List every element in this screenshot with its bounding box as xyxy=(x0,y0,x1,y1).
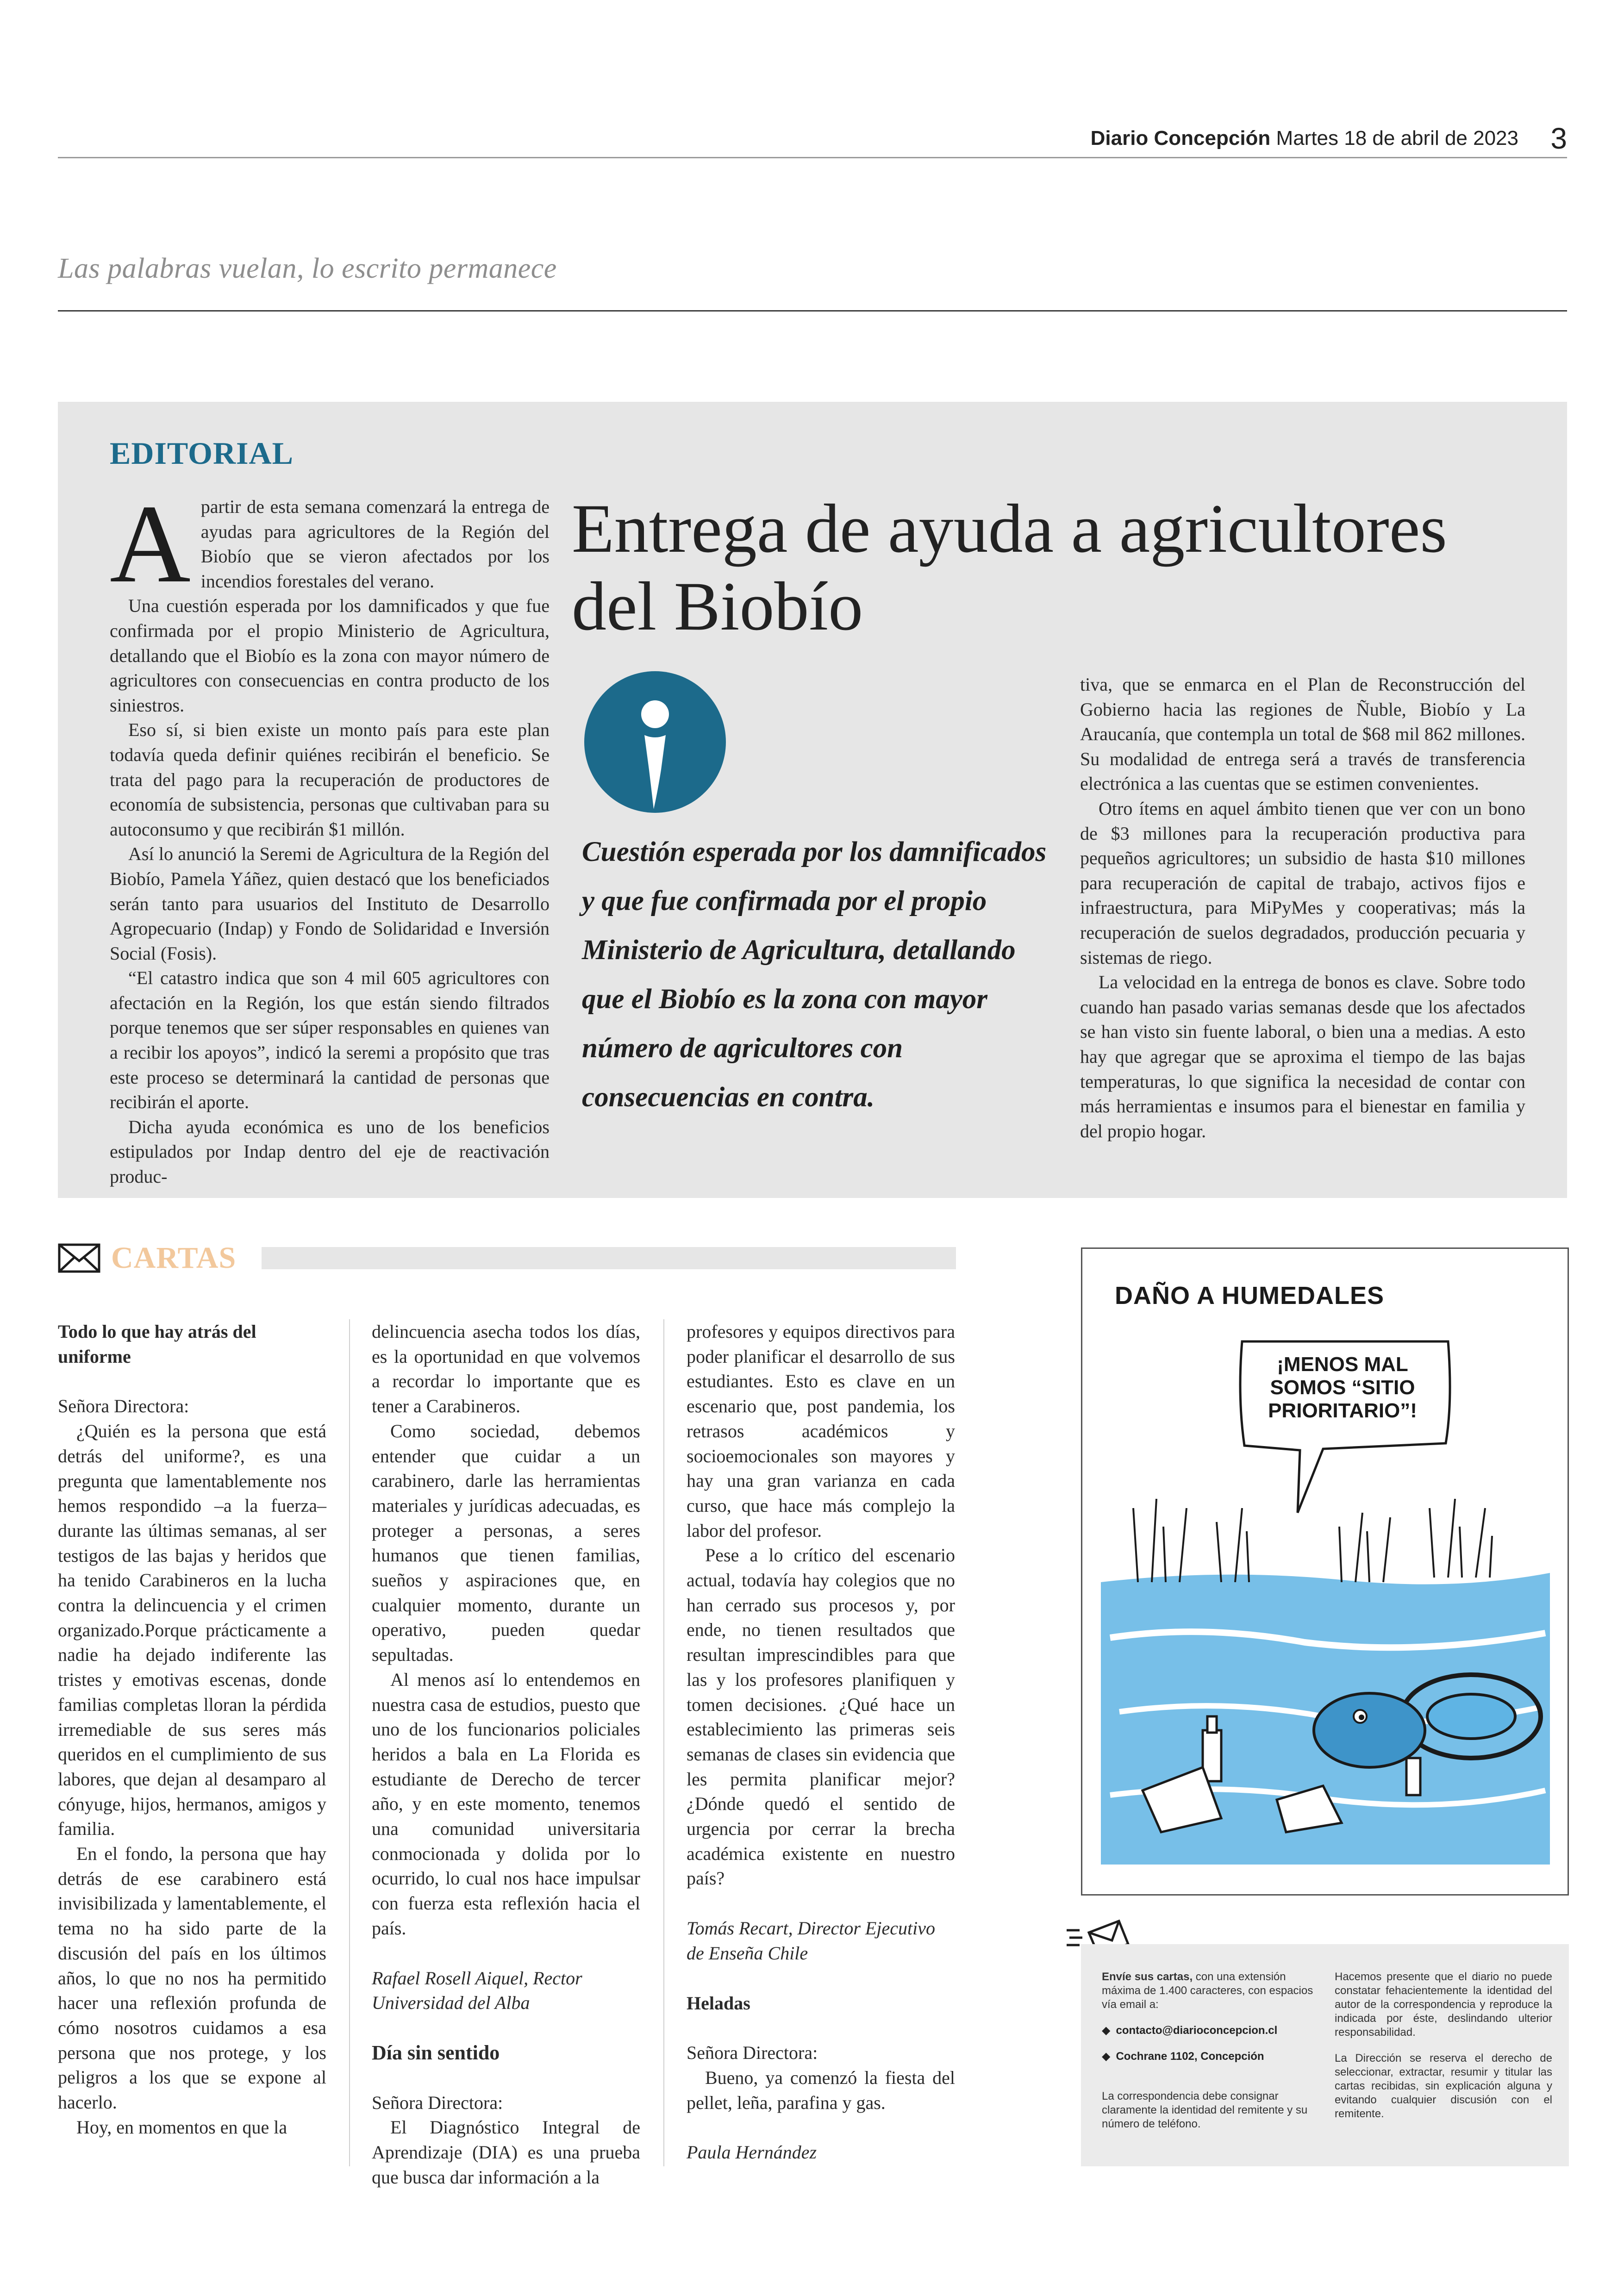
letter-paragraph: delincuencia asecha todos los días, es la oportunidad en que volvemos a recordar lo importante que es tener a Carabineros. xyxy=(372,1321,640,1417)
cartoon-drawing xyxy=(1082,1249,1569,1896)
letter-title: Día sin sentido xyxy=(372,2041,500,2064)
contact-note: La correspondencia debe consignar claramente la identidad del remitente y su número de teléfono. xyxy=(1102,2090,1308,2130)
editorial-paragraph: Otro ítems en aquel ámbito tienen que ver con un bono de $3 millones para la recuperación productiva para pequeños agricultores; un subsidio de hasta $10 millones para recuperación de capital de trabajo, activos fijos e infraestructura, para MiPyMes y cooperativas; más la recuperación de suelos degradados, producción pecuaria y sistemas de riego. xyxy=(1080,798,1525,968)
contact-address-row xyxy=(1102,2050,1319,2064)
letters-column-1 xyxy=(58,1319,326,2140)
column-divider xyxy=(663,1319,664,2166)
contact-disclaimer: La Dirección se reserva el derecho de seleccionar, extractar, resumir y titular las cartas recibidas, sin explicación alguna y evitando cualquier discusión con el remitente. xyxy=(1335,2052,1552,2120)
cartas-label: CARTAS xyxy=(111,1241,237,1275)
editorial-label: EDITORIAL xyxy=(110,436,294,471)
section-header xyxy=(58,252,1567,312)
contact-intro: Envíe sus cartas, con una extensión máxima de 1.400 caracteres, con espacios vía email a: xyxy=(1102,1971,1313,2011)
page-number: 3 xyxy=(1550,122,1567,155)
editorial-paragraph: Eso sí, si bien existe un monto país para este plan todavía queda definir quiénes recibirán el beneficio. Se trata del pago para la recuperación de productores de economía de subsistencia, personas que cultivaban para su autoconsumo y que recibirán $1 millón. xyxy=(110,719,550,840)
editorial-paragraph: Así lo anunció la Seremi de Agricultura de la Región del Biobío, Pamela Yáñez, quien destacó que los beneficiados serán tanto para usuarios del Instituto de Desarrollo Agropecuario (Indap) y Fondo de Solidaridad e Inversión Social (Fosis). xyxy=(110,843,550,964)
editorial-paragraph: La velocidad en la entrega de bonos es clave. Sobre todo cuando han pasado varias semanas desde que los afectados se han visto sin fuente laboral, o bien una a medias. A esto hay que agregar que se aproxima el tiempo de las bajas temperaturas, lo que significa la necesidad de contar con más herramientas e insumos para el bienestar en familia y del propio hogar. xyxy=(1080,972,1525,1141)
letter-paragraph: El Diagnóstico Integral de Aprendizaje (DIA) es una prueba que busca dar información a la xyxy=(372,2117,640,2188)
letter-paragraph: profesores y equipos directivos para poder planificar el desarrollo de sus estudiantes. Esto es clave en un escenario que, post pandemia, los retrasos académicos y socioemocionales son mayores y hay una gran varianza en cada curso, que hace más complejo la labor del profesor. xyxy=(687,1321,955,1541)
letter-paragraph: ¿Quién es la persona que está detrás del uniforme?, es una pregunta que lamentablemente nos hemos respondido –a la fuerza– durante las últimas semanas, al ser testigos de las bajas y heridos que ha tenido Carabineros en la lucha contra la delincuencia y el crimen organizado.Porque prácticamente a nadie ha dejado indiferente las tristes y emotivas escenas, donde familias completas lloran la pérdida irremediable de sus seres más queridos en el cumplimiento de sus labores, que dejan al desamparo al cónyuge, hijos, hermanos, amigos y familia. xyxy=(58,1421,326,1840)
letter-paragraph: Como sociedad, debemos entender que cuidar a un carabinero, darle las herramientas materiales y jurídicas adecuadas, es proteger a personas, a seres humanos que tienen familias, sueños y aspiraciones que, en cualquier momento, durante un operativo, pueden quedar sepultadas. xyxy=(372,1420,640,1665)
contact-email[interactable]: contacto@diarioconcepcion.cl xyxy=(1116,2024,1278,2037)
contact-box xyxy=(1081,1944,1569,2166)
newspaper-name: Diario Concepción xyxy=(1090,127,1271,150)
cartoon-speech-text: ¡MENOS MAL SOMOS “SITIO PRIORITARIO”! xyxy=(1268,1353,1417,1422)
letter-signature: Tomás Recart, Director Ejecutivo de Enseña Chile xyxy=(687,1918,935,1964)
editorial-pullquote: Cuestión esperada por los damnificados y que fue confirmada por el propio Ministerio de Agricultura, detallando que el Biobío es la zona con mayor número de agricultores con consecuencias en contra. xyxy=(582,836,1047,1113)
letter-salutation: Señora Directora: xyxy=(58,1396,189,1417)
cartoon-panel xyxy=(1081,1247,1569,1896)
contact-column-1 xyxy=(1102,1970,1319,2131)
editorial-paragraph: Apartir de esta semana comenzará la entrega de ayudas para agricultores de la Región del Biobío que se vieron afectados por los incendios forestales del verano. xyxy=(110,482,550,606)
cartas-header xyxy=(58,1241,956,1273)
letter-signature: Rafael Rosell Aiquel, Rector Universidad del Alba xyxy=(372,1967,582,2014)
letter-paragraph: En el fondo, la persona que hay detrás de ese carabinero está invisibilizada y lamentablemente, el tema no ha sido parte de la discusión del país en los últimos años, lo que no nos ha permitido hacer una reflexión profunda de cómo nosotros cuidamos a esa persona que nos protege, y los peligros a los que se expone al hacerlo. xyxy=(58,1843,326,2113)
section-slogan: Las palabras vuelan, lo escrito permanece xyxy=(58,253,557,284)
letter-paragraph: Hoy, en momentos en que la xyxy=(76,2116,287,2138)
info-icon xyxy=(583,670,727,814)
letter-signature: Paula Hernández xyxy=(687,2142,817,2163)
contact-column-2 xyxy=(1335,1970,1552,2121)
editorial-paragraph: Dicha ayuda económica es uno de los beneficios estipulados por Indap dentro del eje de reactivación produc- xyxy=(110,1116,550,1187)
letter-paragraph: Pese a lo crítico del escenario actual, todavía hay colegios que no han cerrado sus procesos y, por ende, no tienen resultados que resultan imprescindibles para que las y los profesores planifiquen y tomen decisiones. ¿Qué hace un establecimiento las primeras seis semanas de clases sin evidencia que les permita planificar mejor? ¿Dónde quedó el sentido de urgencia por cerrar la brecha académica existente en nuestro país? xyxy=(687,1545,955,1889)
page-header xyxy=(58,124,1567,158)
editorial-paragraph: tiva, que se enmarca en el Plan de Reconstrucción del Gobierno hacia las regiones de Ñuble, Biobío y La Araucanía, que contempla un total de $68 mil 862 millones. Su modalidad de entrega será a través de transferencia electrónica a las cuentas que se estimen convenientes. xyxy=(1080,674,1525,794)
editorial-paragraph: Una cuestión esperada por los damnificados y que fue confirmada por el propio Ministerio de Agricultura, detallando que el Biobío es la zona con mayor número de agricultores con consecuencias en contra producto de los siniestros. xyxy=(110,595,550,716)
letter-title: Heladas xyxy=(687,1992,750,2014)
contact-email-row xyxy=(1102,2024,1319,2038)
letter-salutation: Señora Directora: xyxy=(687,2042,818,2064)
editorial-column-3 xyxy=(1080,672,1525,1143)
cartoon-caption: DAÑO A HUMEDALES xyxy=(1115,1282,1384,1310)
letter-paragraph: Al menos así lo entendemos en nuestra casa de estudios, puesto que uno de los funcionarios policiales heridos a bala en La Florida es estudiante de Derecho de tercer año, y en este momento, tenemos una comunidad universitaria conmocionada y dolida por lo ocurrido, lo cual nos hace impulsar con fuerza esta reflexión hacia el país. xyxy=(372,1669,640,1939)
editorial-title: Entrega de ayuda a agricultores del Biobío xyxy=(572,490,1447,645)
letter-salutation: Señora Directora: xyxy=(372,2092,503,2113)
diamond-bullet-icon: ◆ xyxy=(1102,2024,1111,2037)
editorial-box xyxy=(58,402,1567,1198)
editorial-paragraph: “El catastro indica que son 4 mil 605 agricultores con afectación en la Región, los que están siendo filtrados porque tenemos que ser súper responsables en quienes van a recibir los apoyos”, indicó la seremi a propósito que tras este proceso se determinará la cantidad de personas que recibirán el aporte. xyxy=(110,967,550,1113)
letter-paragraph: Bueno, ya comenzó la fiesta del pellet, leña, parafina y gas. xyxy=(687,2067,955,2113)
header-info xyxy=(1091,127,1518,150)
cartas-header-bar xyxy=(262,1247,956,1269)
issue-date: Martes 18 de abril de 2023 xyxy=(1276,127,1518,150)
editorial-column-1 xyxy=(110,482,550,1189)
drop-cap: A xyxy=(110,482,191,606)
contact-disclaimer: Hacemos presente que el diario no puede constatar fehacientemente la identidad del autor de la correspondencia y reproduce la indicada por éste, deslindando ulterior responsabilidad. xyxy=(1335,1971,1552,2039)
letters-column-2 xyxy=(372,1319,640,2190)
letter-title: Todo lo que hay atrás del uniforme xyxy=(58,1321,256,1367)
letters-column-3 xyxy=(687,1319,955,2165)
contact-address: Cochrane 1102, Concepción xyxy=(1116,2050,1264,2063)
column-divider xyxy=(349,1319,350,2166)
diamond-bullet-icon: ◆ xyxy=(1102,2050,1111,2063)
envelope-icon xyxy=(58,1243,100,1273)
